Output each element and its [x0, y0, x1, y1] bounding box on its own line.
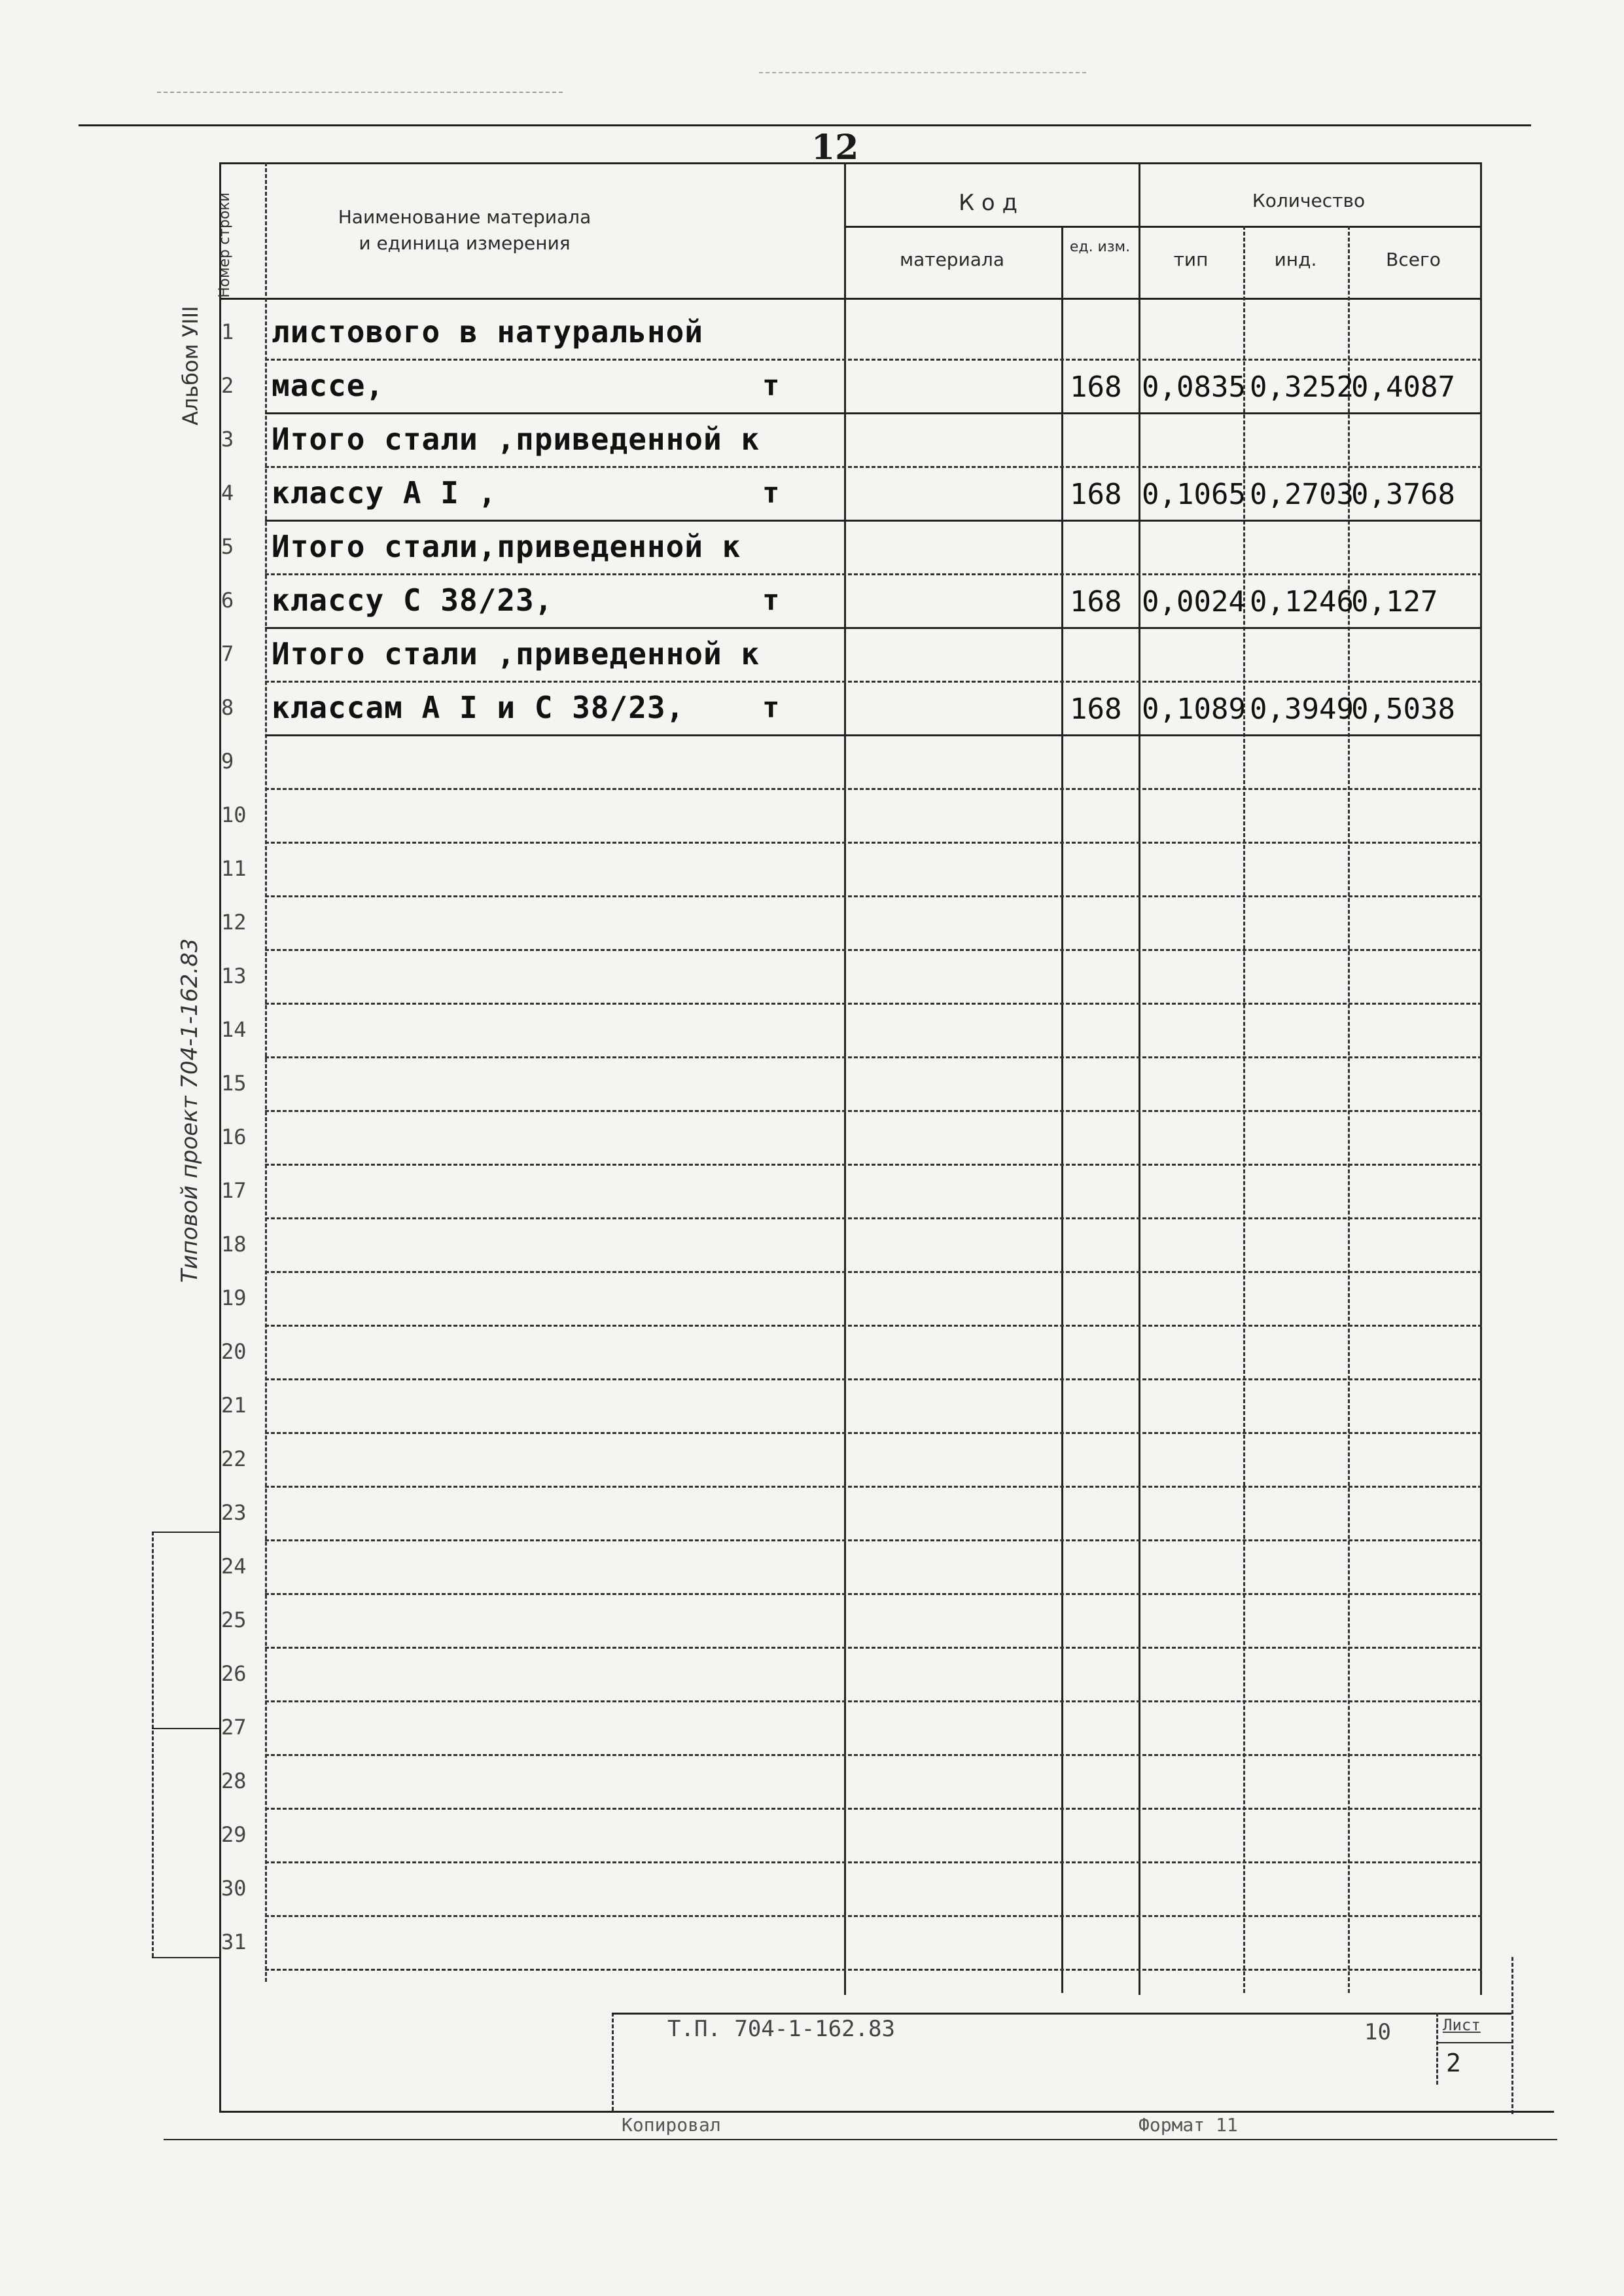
- page-number: 12: [811, 128, 859, 168]
- footer-divider: [612, 2013, 614, 2111]
- row-number: 22: [221, 1446, 247, 1471]
- footer-top: [612, 2013, 1511, 2015]
- row-qty-total: 0,3768: [1351, 478, 1455, 511]
- row-line: [265, 1217, 1482, 1219]
- header-unit-measure: ед. изм.: [1069, 239, 1131, 255]
- row-number: 6: [221, 588, 234, 613]
- scan-noise-line: [157, 92, 563, 93]
- header-material: материала: [899, 249, 1004, 270]
- row-number: 3: [221, 427, 234, 452]
- row-line: [265, 1003, 1482, 1005]
- row-qty-total: 0,4087: [1351, 370, 1455, 404]
- row-number: 16: [221, 1124, 247, 1149]
- row-line: [265, 895, 1482, 897]
- row-number: 14: [221, 1017, 247, 1042]
- row-qty-ind: 0,1246: [1250, 585, 1354, 619]
- footer-copied: Копировал: [622, 2114, 721, 2136]
- row-unit: т: [762, 476, 780, 510]
- frame-top: [79, 124, 1531, 126]
- row-line: [265, 1754, 1482, 1756]
- header-bottom-border: [219, 298, 1482, 300]
- footer-sheet-label: Лист: [1443, 2016, 1481, 2034]
- footer-sheet-col: 10: [1364, 2019, 1391, 2045]
- row-material-name: Итого стали ,приведенной к: [272, 422, 760, 457]
- stamp-line: [152, 1728, 219, 1729]
- row-number: 19: [221, 1285, 247, 1310]
- scan-noise-line: [759, 72, 1086, 73]
- frame-bottom: [219, 2111, 1554, 2113]
- row-number: 5: [221, 534, 234, 559]
- row-number: 23: [221, 1500, 247, 1525]
- table-right-border: [1480, 162, 1482, 1995]
- row-line: [265, 1378, 1482, 1380]
- row-material-name: массе,: [272, 368, 385, 403]
- row-qty-total: 0,5038: [1351, 692, 1455, 726]
- col-line-qty: [1139, 162, 1140, 1995]
- row-line: [265, 466, 1482, 468]
- row-line: [265, 1110, 1482, 1112]
- row-number: 10: [221, 802, 247, 827]
- row-number: 7: [221, 641, 234, 666]
- table-top-border: [219, 162, 1482, 164]
- row-number: 17: [221, 1178, 247, 1203]
- row-line: [265, 1539, 1482, 1541]
- row-unit-code: 168: [1070, 585, 1122, 619]
- row-qty-type: 0,0024: [1142, 585, 1246, 619]
- row-material-name: листового в натуральной: [272, 314, 703, 350]
- row-number: 2: [221, 373, 234, 398]
- row-line: [265, 842, 1482, 844]
- row-line: [265, 949, 1482, 951]
- header-ind: инд.: [1274, 249, 1317, 270]
- row-unit-code: 168: [1070, 692, 1122, 726]
- header-code: К о д: [958, 190, 1018, 216]
- footer-doc-code: Т.П. 704-1-162.83: [667, 2016, 895, 2042]
- row-line: [265, 1915, 1482, 1917]
- row-material-name: Итого стали ,приведенной к: [272, 636, 760, 672]
- row-number: 21: [221, 1393, 247, 1418]
- row-unit: т: [762, 584, 780, 617]
- row-number: 27: [221, 1715, 247, 1740]
- col-line-number: [265, 162, 267, 1982]
- row-line: [265, 1647, 1482, 1649]
- row-number: 8: [221, 695, 234, 720]
- footer-sheet-divider: [1436, 2013, 1438, 2085]
- row-number: 31: [221, 1929, 247, 1954]
- row-material-name: классу С 38/23,: [272, 583, 554, 618]
- row-number: 20: [221, 1339, 247, 1364]
- row-number: 26: [221, 1661, 247, 1686]
- row-qty-total: 0,127: [1351, 585, 1438, 619]
- stamp-line: [152, 1532, 219, 1533]
- footer-format: Формат 11: [1139, 2114, 1238, 2136]
- row-number: 9: [221, 749, 234, 774]
- row-qty-ind: 0,3252: [1250, 370, 1354, 404]
- stamp-line: [152, 1957, 219, 1958]
- row-line: [265, 1969, 1482, 1971]
- row-number: 15: [221, 1071, 247, 1096]
- row-unit-code: 168: [1070, 370, 1122, 404]
- row-line: [265, 1432, 1482, 1434]
- row-unit-code: 168: [1070, 478, 1122, 511]
- row-number: 1: [221, 319, 234, 344]
- row-line: [265, 734, 1482, 736]
- row-line: [265, 1056, 1482, 1058]
- row-material-name: Итого стали,приведенной к: [272, 529, 741, 564]
- row-line: [265, 1700, 1482, 1702]
- footer-sheet-underline: [1436, 2042, 1511, 2043]
- project-label: Типовой проект 704-1-162.83: [177, 938, 203, 1283]
- frame-bottom-outer: [164, 2139, 1557, 2140]
- footer-sheet-number: 2: [1446, 2049, 1461, 2077]
- row-line: [265, 1164, 1482, 1166]
- row-unit: т: [762, 691, 780, 725]
- row-line: [265, 1808, 1482, 1810]
- row-line: [265, 1271, 1482, 1273]
- row-number: 13: [221, 963, 247, 988]
- row-qty-type: 0,1065: [1142, 478, 1246, 511]
- row-number: 25: [221, 1607, 247, 1632]
- row-line: [265, 681, 1482, 683]
- row-qty-ind: 0,2703: [1250, 478, 1354, 511]
- row-number: 12: [221, 910, 247, 935]
- row-qty-ind: 0,3949: [1250, 692, 1354, 726]
- row-line: [265, 788, 1482, 790]
- row-unit: т: [762, 369, 780, 403]
- row-line: [265, 1325, 1482, 1327]
- header-split-line: [844, 226, 1482, 228]
- row-line: [265, 359, 1482, 361]
- row-line: [265, 1861, 1482, 1863]
- row-number: 18: [221, 1232, 247, 1257]
- row-number: 29: [221, 1822, 247, 1847]
- row-line: [265, 520, 1482, 522]
- header-quantity: Количество: [1252, 190, 1366, 211]
- row-number: 11: [221, 856, 247, 881]
- row-number: 28: [221, 1768, 247, 1793]
- row-line: [265, 1593, 1482, 1595]
- header-row-number: Номер строки: [217, 192, 233, 298]
- row-line: [265, 627, 1482, 629]
- row-material-name: классам А I и С 38/23,: [272, 690, 685, 725]
- col-line-unit: [1061, 226, 1063, 1993]
- row-number: 4: [221, 480, 234, 505]
- row-number: 30: [221, 1876, 247, 1901]
- row-number: 24: [221, 1554, 247, 1579]
- header-name-line2: и единица измерения: [359, 232, 571, 254]
- col-line-code: [844, 162, 846, 1995]
- album-label: Альбом УIII: [178, 306, 203, 425]
- row-qty-type: 0,0835: [1142, 370, 1246, 404]
- row-material-name: классу А I ,: [272, 475, 497, 511]
- table-right-border-lower: [1511, 1957, 1513, 2114]
- header-type: тип: [1173, 249, 1209, 270]
- row-qty-type: 0,1089: [1142, 692, 1246, 726]
- stamp-column: [152, 1532, 154, 1957]
- row-line: [265, 1486, 1482, 1488]
- header-total: Всего: [1386, 249, 1441, 270]
- row-line: [265, 412, 1482, 414]
- row-line: [265, 573, 1482, 575]
- header-name-line1: Наименование материала: [338, 206, 591, 228]
